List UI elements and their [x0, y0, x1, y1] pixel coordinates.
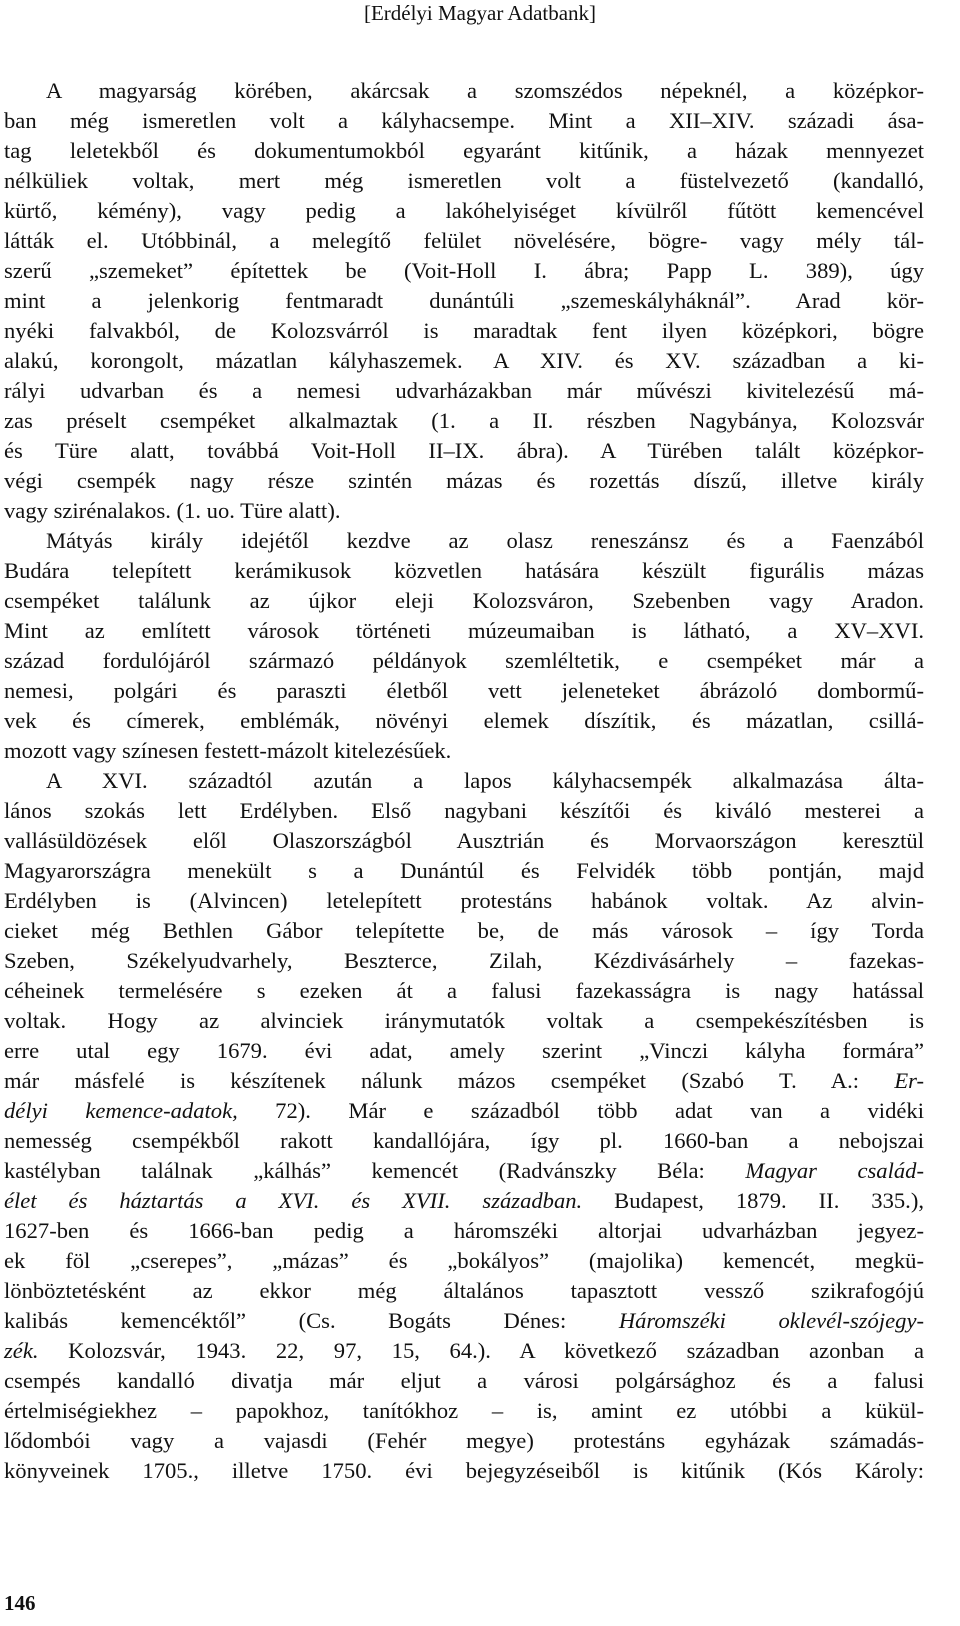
text-line: zas préselt csempéket alkalmaztak (1. a II. részben Nagybánya, Kolozsvár — [4, 408, 924, 433]
paragraph-3 — [4, 766, 924, 1486]
text-line: kürtő, kémény), vagy pedig a lakóhelyiséget kívülről fűtött kemencével — [4, 198, 924, 223]
text-line: értelmiségiekhez – papokhoz, tanítókhoz – is, amint ez utóbbi a kükül- — [4, 1398, 924, 1423]
text-line: Mátyás király idejétől kezdve az olasz reneszánsz és a Faenzából — [46, 528, 924, 553]
text-line: rályi udvarban és a nemesi udvarházakban már művészi kivitelezésű má- — [4, 378, 924, 403]
text-line: nélküliek voltak, mert még ismeretlen volt a füstelvezető (kandalló, — [4, 168, 924, 193]
text-line: csempés kandalló divatja már eljut a városi polgársághoz és a falusi — [4, 1368, 924, 1393]
text-line: tag leletekből és dokumentumokból egyaránt kitűnik, a házak mennyezet — [4, 138, 924, 163]
text-line: ek föl „cserepes”, „mázas” és „bokályos” (majolika) kemencét, megkü- — [4, 1248, 924, 1273]
text-line: nyéki falvakból, de Kolozsvárról is maradtak fent ilyen középkori, bögre — [4, 318, 924, 343]
page-number: 146 — [4, 1591, 36, 1615]
text-line: A magyarság körében, akárcsak a szomszédos népeknél, a középkor- — [46, 78, 924, 103]
text-line: kalibás kemencéktől” (Cs. Bogáts Dénes: Háromszéki oklevél-szójegy- — [4, 1308, 924, 1333]
text-line: könyveinek 1705., illetve 1750. évi bejegyzéseiből is kitűnik (Kós Károly: — [4, 1458, 924, 1483]
text-line: mint a jelenkorig fentmaradt dunántúli „szemeskályháknál”. Arad kör- — [4, 288, 924, 313]
text-line: lönböztetésként az ekkor még általános tapasztott vessző szikrafogójú — [4, 1278, 924, 1303]
paragraph-2 — [4, 526, 924, 766]
text-line: kastélyban találnak „kálhás” kemencét (Radvánszky Béla: Magyar család- — [4, 1158, 924, 1183]
text-line: voltak. Hogy az alvinciek iránymutatók voltak a csempekészítésben is — [4, 1008, 924, 1033]
text-line: lődombói vagy a vajasdi (Fehér megye) protestáns egyházak számadás- — [4, 1428, 924, 1453]
text-line: Szeben, Székelyudvarhely, Beszterce, Zilah, Kézdivásárhely – fazekas- — [4, 948, 924, 973]
text-line: és Türe alatt, továbbá Voit-Holl II–IX. ábra). A Türében talált középkor- — [4, 438, 924, 463]
text-line: A XVI. századtól azután a lapos kályhacsempék alkalmazása álta- — [46, 768, 924, 793]
text-line: nemesi, polgári és paraszti életből vett jeleneteket ábrázoló dombormű- — [4, 678, 924, 703]
text-line: erre utal egy 1679. évi adat, amely szerint „Vinczi kályha formára” — [4, 1038, 924, 1063]
text-line: 1627-ben és 1666-ban pedig a háromszéki altorjai udvarházban jegyez- — [4, 1218, 924, 1243]
text-line: délyi kemence-adatok, 72). Már e századból több adat van a vidéki — [4, 1098, 924, 1123]
text-line: élet és háztartás a XVI. és XVII. században. Budapest, 1879. II. 335.), — [4, 1188, 925, 1213]
text-line: vallásüldözések elől Olaszországból Ausztrián és Morvaországon keresztül — [4, 828, 924, 853]
text-line: Mint az említett városok történeti múzeumaiban is látható, a XV–XVI. — [4, 618, 924, 643]
text-line: látták el. Utóbbinál, a melegítő felület növelésére, bögre- vagy mély tál- — [4, 228, 924, 253]
paragraph-1 — [4, 76, 924, 526]
body-text — [4, 76, 924, 1486]
source-header: [Erdélyi Magyar Adatbank] — [363, 1, 597, 25]
text-line: Erdélyben is (Alvincen) letelepített protestáns habánok voltak. Az alvin- — [4, 888, 924, 913]
text-line: mozott vagy színesen festett-mázolt kitelezésűek. — [4, 738, 452, 763]
text-line: vagy szirénalakos. (1. uo. Türe alatt). — [4, 498, 341, 523]
text-line: nemesség csempékből rakott kandallójára, így pl. 1660-ban a nebojszai — [4, 1128, 924, 1153]
text-line: lános szokás lett Erdélyben. Első nagybani készítői és kiváló mesterei a — [4, 798, 924, 823]
text-line: céheinek termelésére s ezeken át a falusi fazekasságra is nagy hatással — [4, 978, 924, 1003]
text-line: szerű „szemeket” építettek be (Voit-Holl I. ábra; Papp L. 389), úgy — [4, 258, 924, 283]
text-line: csempéket találunk az újkor eleji Kolozsváron, Szebenben vagy Aradon. — [4, 588, 924, 613]
text-line: végi csempék nagy része szintén mázas és rozettás díszű, illetve király — [4, 468, 924, 493]
text-line: zék. Kolozsvár, 1943. 22, 97, 15, 64.). A következő században azonban a — [4, 1338, 924, 1363]
text-line: ban még ismeretlen volt a kályhacsempe. Mint a XII–XIV. századi ása- — [4, 108, 924, 133]
text-line: Magyarországra menekült s a Dunántúl és Felvidék több pontján, majd — [4, 858, 924, 883]
text-line: már másfelé is készítenek nálunk mázos csempéket (Szabó T. A.: Er- — [4, 1068, 924, 1093]
text-line: alakú, korongolt, mázatlan kályhaszemek. A XIV. és XV. században a ki- — [4, 348, 924, 373]
text-line: Budára telepített kerámikusok közvetlen hatására készült figurális mázas — [4, 558, 924, 583]
text-line: cieket még Bethlen Gábor telepítette be, de más városok – így Torda — [4, 918, 924, 943]
text-line: század fordulójáról származó példányok szemléltetik, e csempéket már a — [4, 648, 924, 673]
text-line: vek és címerek, emblémák, növényi elemek díszítik, és mázatlan, csillá- — [4, 708, 924, 733]
